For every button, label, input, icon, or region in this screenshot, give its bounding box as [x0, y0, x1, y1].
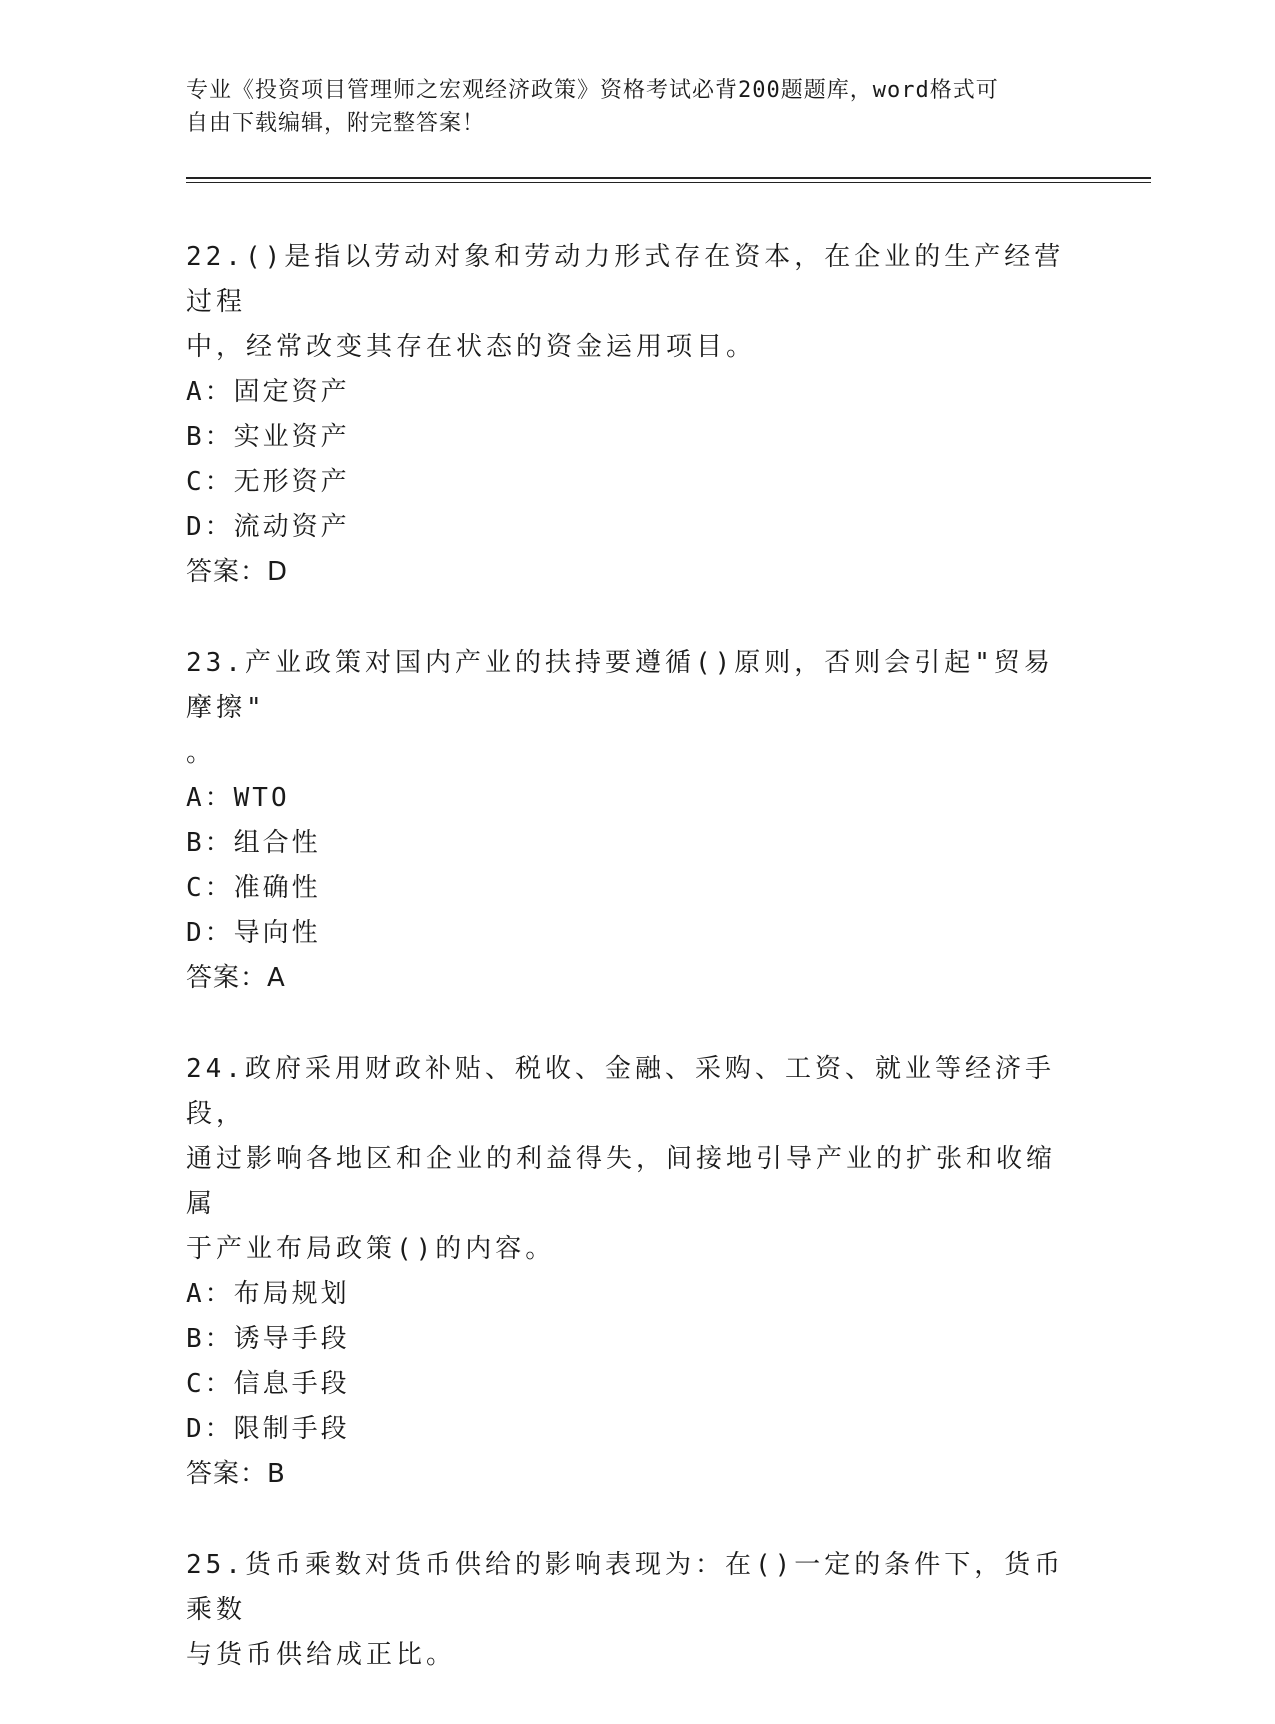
question-stem-line: 23.产业政策对国内产业的扶持要遵循()原则，否则会引起"贸易摩擦" — [186, 648, 1054, 723]
option-a: A：布局规划 — [186, 1279, 350, 1309]
header-divider-thick — [186, 177, 1151, 179]
question-stem — [186, 235, 1076, 370]
answer-line: 答案：D — [186, 557, 289, 587]
option-d: D：流动资产 — [186, 512, 350, 542]
option-a: A：WTO — [186, 783, 290, 813]
option-b: B：实业资产 — [186, 422, 350, 452]
question-stem-line: 22.()是指以劳动对象和劳动力形式存在资本，在企业的生产经营过程 — [186, 242, 1065, 317]
question-stem-line: 。 — [186, 738, 217, 768]
option-c: C：无形资产 — [186, 467, 350, 497]
question-23 — [186, 641, 1076, 1001]
question-24 — [186, 1047, 1076, 1497]
option-d: D：限制手段 — [186, 1414, 350, 1444]
question-25 — [186, 1543, 1076, 1678]
question-stem — [186, 641, 1076, 776]
header-line-2: 自由下载编辑，附完整答案！ — [186, 111, 486, 136]
question-stem-line: 通过影响各地区和企业的利益得失，间接地引导产业的扩张和收缩属 — [186, 1144, 1057, 1219]
question-stem-line: 与货币供给成正比。 — [186, 1640, 457, 1670]
answer-line: 答案：B — [186, 1459, 286, 1489]
option-d: D：导向性 — [186, 918, 321, 948]
header-divider-thin — [186, 182, 1151, 183]
option-a: A：固定资产 — [186, 377, 350, 407]
question-list — [186, 235, 1076, 1724]
question-stem-line: 25.货币乘数对货币供给的影响表现为：在()一定的条件下，货币乘数 — [186, 1550, 1065, 1625]
question-stem-line: 于产业布局政策()的内容。 — [186, 1234, 556, 1264]
question-22 — [186, 235, 1076, 595]
option-c: C：准确性 — [186, 873, 321, 903]
header-line-1: 专业《投资项目管理师之宏观经济政策》资格考试必背200题题库，word格式可 — [186, 78, 999, 103]
answer-line: 答案：A — [186, 963, 286, 993]
document-header — [186, 74, 1066, 140]
option-b: B：组合性 — [186, 828, 321, 858]
question-stem-line: 中，经常改变其存在状态的资金运用项目。 — [186, 332, 757, 362]
question-stem — [186, 1047, 1076, 1272]
option-c: C：信息手段 — [186, 1369, 350, 1399]
question-stem — [186, 1543, 1076, 1678]
question-stem-line: 24.政府采用财政补贴、税收、金融、采购、工资、就业等经济手段， — [186, 1054, 1055, 1129]
option-b: B：诱导手段 — [186, 1324, 350, 1354]
